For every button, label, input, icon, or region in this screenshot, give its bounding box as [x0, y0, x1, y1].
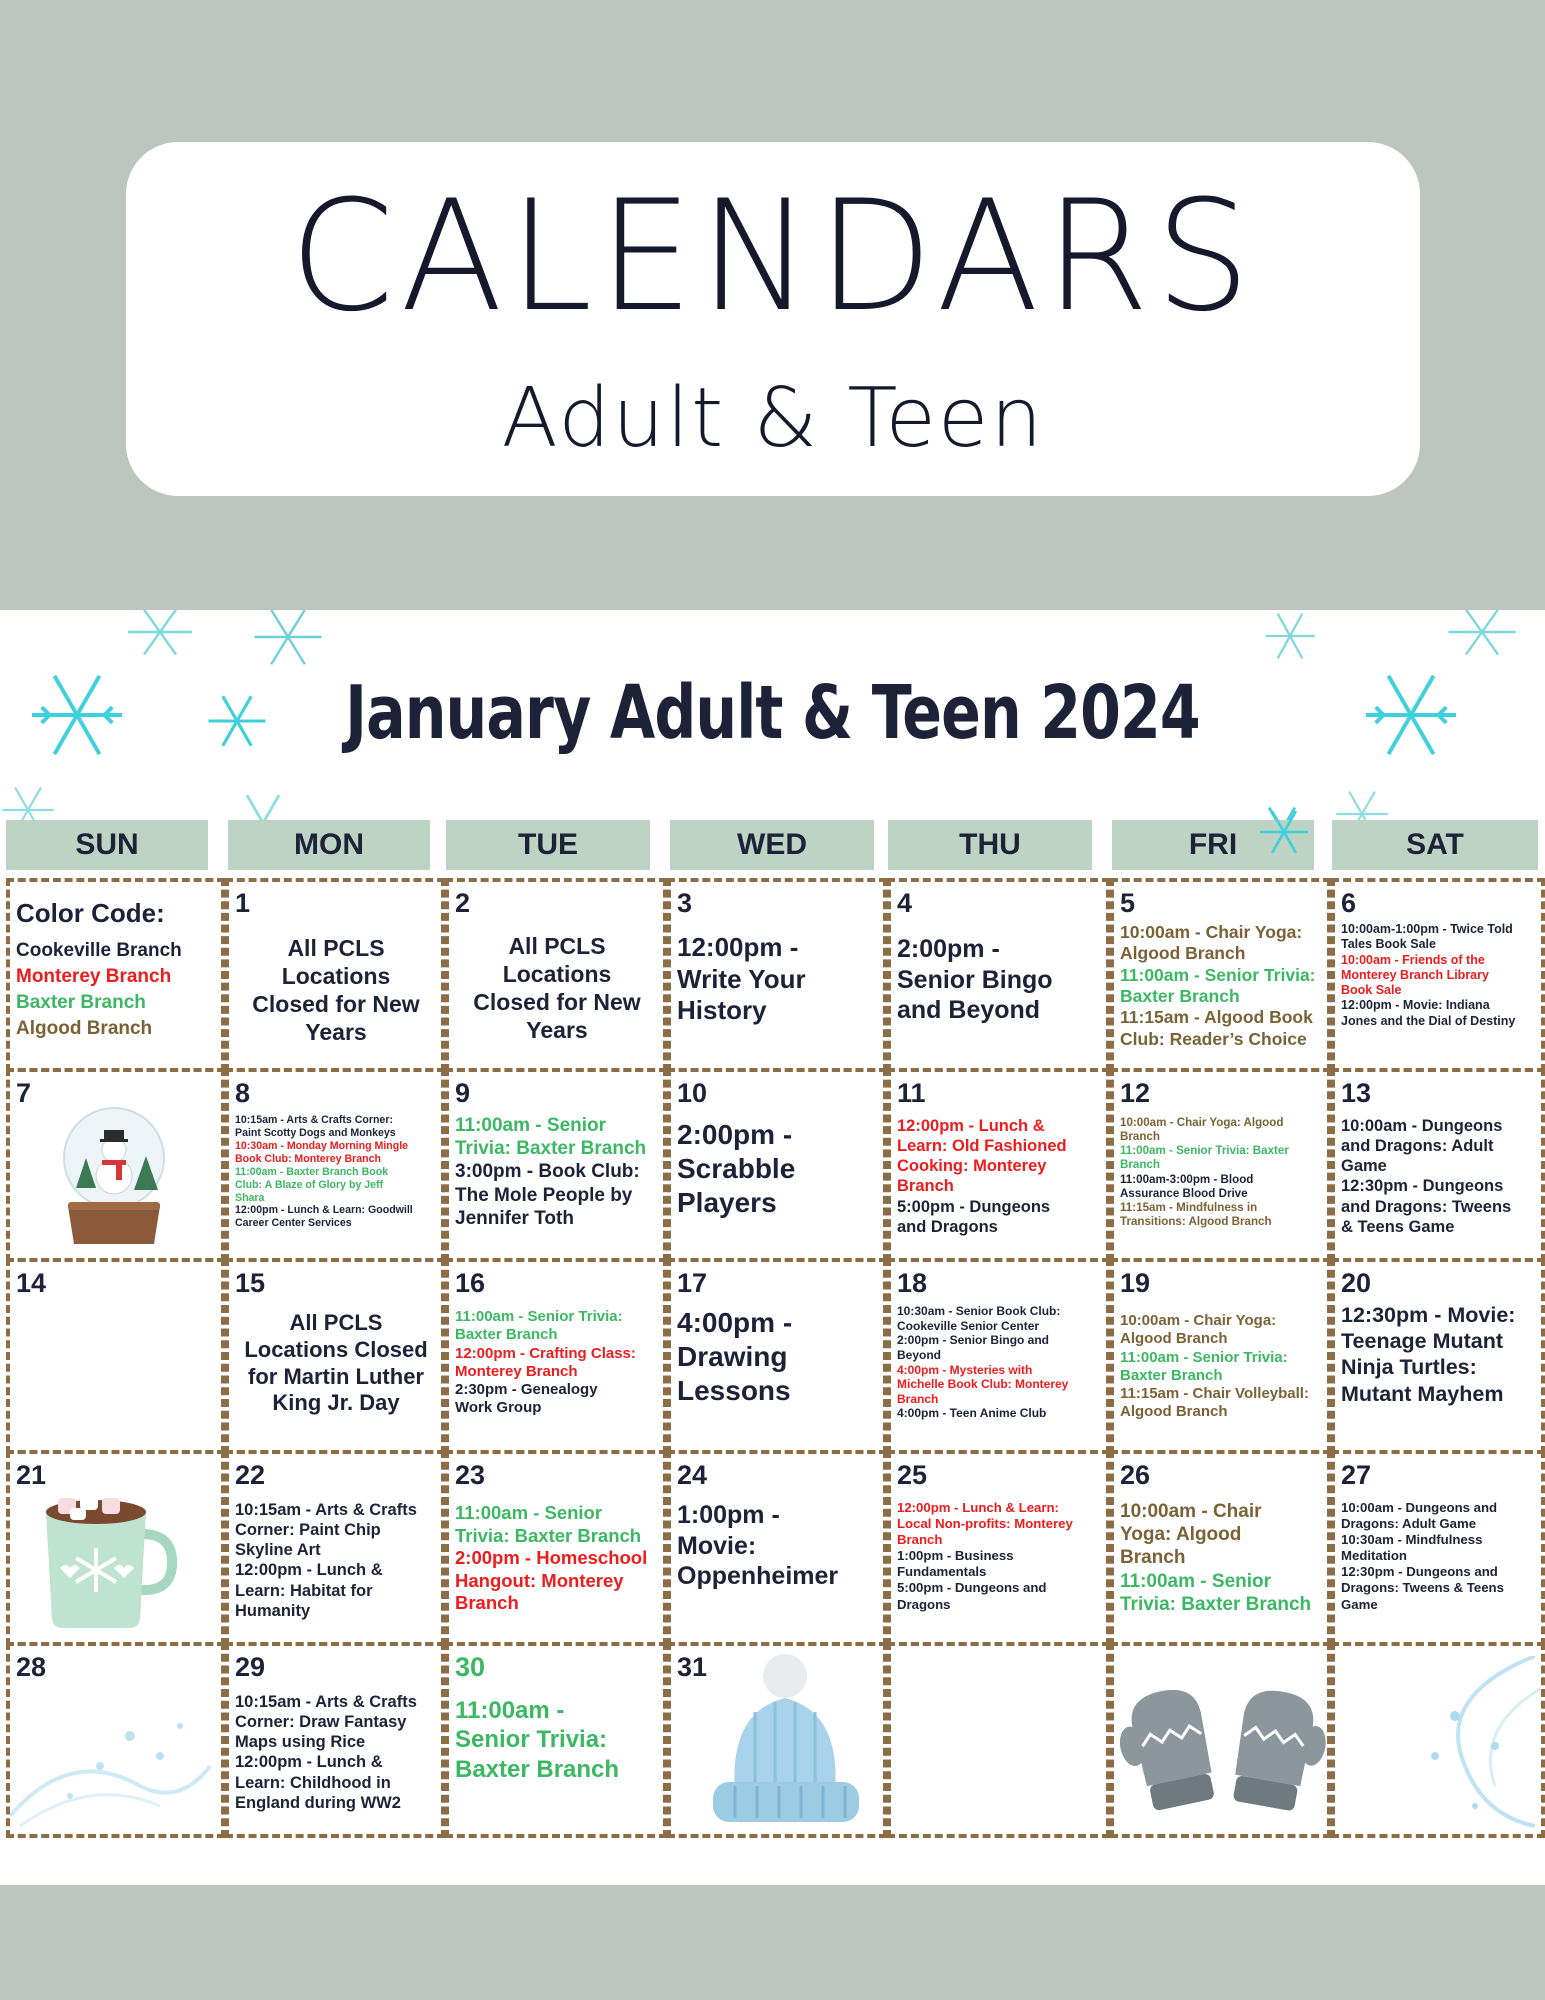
event-line: 11:15am - Algood Book	[1120, 1007, 1313, 1028]
event-list	[235, 1310, 437, 1417]
snowflake-icon	[118, 610, 202, 656]
page-title: CALENDARS	[289, 168, 1257, 346]
event-line: Game	[1341, 1157, 1387, 1176]
event-line: 12:00pm - Lunch & Learn: Goodwill	[235, 1204, 413, 1217]
event-list	[1120, 1312, 1323, 1422]
event-line: Trivia: Baxter Branch	[1120, 1593, 1312, 1615]
event-line: Trivia: Baxter Branch	[455, 1138, 647, 1160]
event-line: 11:00am - Baxter Branch Book	[235, 1165, 389, 1178]
event-list	[1341, 1302, 1537, 1407]
event-line: Hangout: Monterey	[455, 1569, 624, 1591]
day-number: 25	[897, 1460, 928, 1490]
day-number: 26	[1120, 1460, 1151, 1490]
event-list	[1120, 1500, 1323, 1616]
event-list	[455, 932, 659, 1044]
snowflake-icon	[1262, 610, 1318, 662]
event-line: Branch	[1120, 1130, 1160, 1144]
event-line: Dragons	[897, 1596, 951, 1612]
day-cell-1	[225, 878, 445, 1072]
day-cell-10	[667, 1068, 887, 1262]
event-line: 12:00pm - Lunch & Learn:	[897, 1500, 1059, 1515]
event-line: Teenage Mutant	[1341, 1329, 1504, 1354]
day-number: 16	[455, 1268, 486, 1298]
day-cell-17	[667, 1258, 887, 1454]
snow-globe-icon	[54, 1098, 174, 1253]
event-line: 10:30am - Monday Morning Mingle	[235, 1139, 409, 1152]
event-line: All PCLS	[289, 1310, 383, 1335]
day-cell-2	[445, 878, 667, 1072]
event-line: 10:15am - Arts & Crafts	[235, 1501, 417, 1519]
legend-heading: Color Code:	[16, 898, 165, 928]
event-list	[1341, 1500, 1537, 1613]
event-line: Meditation	[1341, 1548, 1407, 1564]
event-line: 12:00pm - Movie: Indiana	[1341, 998, 1490, 1013]
event-line: Jennifer Toth	[455, 1207, 574, 1229]
event-list	[455, 1696, 659, 1784]
event-line: Mutant Mayhem	[1341, 1381, 1504, 1406]
event-line: Beyond	[897, 1347, 942, 1362]
day-cell-25	[887, 1450, 1110, 1646]
event-line: Transitions: Algood Branch	[1120, 1214, 1272, 1228]
event-list	[455, 1114, 659, 1230]
day-number: 24	[677, 1460, 708, 1490]
event-line: Locations	[502, 961, 612, 988]
event-list	[235, 1692, 437, 1813]
event-line: Club: A Blaze of Glory by Jeff	[235, 1178, 384, 1191]
day-cell-5	[1110, 878, 1331, 1072]
event-line: Algood Branch	[1120, 943, 1246, 964]
event-line: Michelle Book Club: Monterey	[897, 1377, 1069, 1392]
event-line: and Beyond	[897, 996, 1041, 1024]
event-line: 10:30am - Mindfulness	[1341, 1532, 1483, 1548]
day-number: 19	[1120, 1268, 1151, 1298]
event-line: Corner: Paint Chip	[235, 1521, 381, 1540]
event-list	[897, 1500, 1102, 1613]
hot-cocoa-icon	[34, 1482, 184, 1637]
event-line: Baxter Branch	[455, 1326, 558, 1344]
day-number: 27	[1341, 1460, 1372, 1490]
event-line: Fundamentals	[897, 1564, 987, 1580]
event-line: Lessons	[677, 1375, 791, 1407]
event-list	[455, 1308, 659, 1418]
event-line: 2:00pm -	[677, 1119, 793, 1150]
day-number: 13	[1341, 1078, 1372, 1108]
event-line: 4:00pm - Mysteries with	[897, 1362, 1033, 1377]
day-cell-31	[667, 1642, 887, 1838]
event-line: Branch	[897, 1177, 954, 1196]
legend-monterey: Monterey Branch	[16, 966, 172, 987]
event-line: 11:00am - Senior	[1120, 1570, 1272, 1592]
event-line: Work Group	[455, 1399, 542, 1417]
event-line: Baxter Branch	[1120, 1366, 1223, 1384]
calendar-grid	[6, 878, 1545, 1842]
event-line: Branch	[455, 1592, 519, 1614]
day-cell-16	[445, 1258, 667, 1454]
event-line: 10:00am-1:00pm - Twice Told	[1341, 922, 1513, 936]
day-cell-empty	[1331, 1642, 1545, 1838]
event-line: 12:30pm - Dungeons	[1341, 1177, 1504, 1196]
event-line: Baxter Branch	[455, 1755, 620, 1783]
snowflake-icon	[1440, 610, 1524, 656]
event-line: and Dragons	[897, 1217, 998, 1236]
event-line: Senior Trivia:	[455, 1726, 608, 1754]
event-line: 11:00am - Senior Trivia:	[1120, 1348, 1288, 1366]
event-line: 4:00pm - Teen Anime Club	[897, 1406, 1047, 1421]
day-cell-6	[1331, 878, 1545, 1072]
day-cell-21	[6, 1450, 225, 1646]
event-line: Corner: Draw Fantasy	[235, 1713, 407, 1732]
legend-baxter: Baxter Branch	[16, 992, 146, 1013]
snowflake-icon	[248, 610, 328, 666]
snow-swirl-icon	[1395, 1656, 1545, 1838]
day-cell-22	[225, 1450, 445, 1646]
day-number: 8	[235, 1078, 251, 1108]
event-line: 10:00am - Dungeons and	[1341, 1500, 1498, 1515]
event-line: Cookeville Senior Center	[897, 1318, 1040, 1333]
day-number: 11	[897, 1078, 926, 1108]
event-line: Algood Branch	[1120, 1330, 1228, 1348]
event-line: History	[677, 995, 767, 1026]
event-line: 11:00am - Senior Trivia: Baxter	[1120, 1144, 1289, 1158]
day-cell-3	[667, 878, 887, 1072]
event-line: Algood Branch	[1120, 1403, 1228, 1421]
weekday-mon: MON	[228, 820, 430, 870]
event-list	[897, 934, 1102, 1026]
event-line: Learn: Childhood in	[235, 1773, 391, 1792]
event-line: Monterey Branch Library	[1341, 967, 1489, 982]
day-number: 6	[1341, 888, 1357, 918]
day-cell-18	[887, 1258, 1110, 1454]
snowflake-icon	[1258, 806, 1310, 858]
event-line: All PCLS	[287, 935, 385, 961]
weekday-thu: THU	[888, 820, 1092, 870]
event-line: Shara	[235, 1191, 265, 1204]
event-line: Closed for New	[252, 991, 420, 1018]
event-line: 5:00pm - Dungeons and	[897, 1580, 1047, 1596]
event-line: 2:00pm - Homeschool	[455, 1547, 648, 1569]
event-line: All PCLS	[508, 933, 606, 959]
weekday-tue: TUE	[446, 820, 650, 870]
event-line: 11:00am - Senior Trivia:	[455, 1308, 623, 1325]
event-list	[1341, 922, 1537, 1029]
event-line: 1:00pm -	[677, 1501, 780, 1529]
day-cell-empty	[1110, 1642, 1331, 1838]
day-cell-14	[6, 1258, 225, 1454]
event-line: 12:00pm - Lunch &	[235, 1561, 383, 1580]
day-cell-28	[6, 1642, 225, 1838]
legend-cookeville: Cookeville Branch	[16, 940, 182, 961]
event-line: Oppenheimer	[677, 1562, 839, 1590]
event-line: 11:00am - Senior	[455, 1502, 603, 1523]
event-line: 10:30am - Senior Book Club:	[897, 1304, 1061, 1318]
day-number: 10	[677, 1078, 708, 1108]
day-cell-24	[667, 1450, 887, 1646]
event-line: Club: Reader’s Choice	[1120, 1028, 1307, 1049]
cell-legend	[6, 878, 225, 1072]
event-list	[677, 1500, 879, 1592]
day-cell-30	[445, 1642, 667, 1838]
event-list	[677, 932, 879, 1027]
event-list	[1341, 1116, 1537, 1237]
event-line: Drawing	[677, 1341, 788, 1373]
event-line: 10:00am - Chair Yoga: Algood	[1120, 1116, 1284, 1129]
snow-swirl-icon	[10, 1706, 220, 1838]
event-line: Book Sale	[1341, 983, 1402, 997]
day-number: 4	[897, 888, 913, 918]
day-cell-empty	[887, 1642, 1110, 1838]
day-number: 28	[16, 1652, 47, 1682]
event-line: Branch	[897, 1391, 939, 1406]
event-line: 11:15am - Chair Volleyball:	[1120, 1385, 1309, 1403]
event-line: Dragons: Tweens & Teens	[1341, 1580, 1504, 1596]
event-line: 11:00am - Senior Trivia:	[1120, 964, 1316, 985]
event-line: 5:00pm - Dungeons	[897, 1197, 1051, 1216]
event-line: Locations	[281, 963, 391, 990]
event-line: England during WW2	[235, 1793, 401, 1812]
event-line: 10:00am - Chair Yoga:	[1120, 922, 1303, 942]
event-line: Learn: Habitat for	[235, 1581, 373, 1600]
event-line: Tales Book Sale	[1341, 937, 1436, 952]
day-cell-19	[1110, 1258, 1331, 1454]
event-line: Senior Bingo	[897, 965, 1053, 994]
event-line: Yoga: Algood	[1120, 1524, 1242, 1546]
event-list	[235, 1500, 437, 1621]
event-line: Career Center Services	[235, 1217, 352, 1230]
day-number: 29	[235, 1652, 266, 1682]
day-cell-11	[887, 1068, 1110, 1262]
page-subtitle: Adult & Teen	[501, 371, 1045, 466]
event-line: 12:30pm - Dungeons and	[1341, 1564, 1498, 1580]
event-line: Years	[305, 1019, 367, 1046]
event-list	[897, 1304, 1102, 1421]
event-list	[235, 934, 437, 1046]
event-line: Players	[677, 1187, 777, 1219]
day-number: 12	[1120, 1078, 1151, 1108]
day-number: 17	[677, 1268, 708, 1298]
event-line: Years	[526, 1017, 588, 1044]
day-number: 30	[455, 1652, 486, 1682]
event-line: Assurance Blood Drive	[1120, 1186, 1248, 1200]
event-line: 10:00am - Chair	[1120, 1501, 1262, 1522]
day-cell-15	[225, 1258, 445, 1454]
event-line: 12:00pm - Lunch &	[897, 1117, 1045, 1135]
event-line: Movie:	[677, 1531, 757, 1560]
day-cell-26	[1110, 1450, 1331, 1646]
day-cell-23	[445, 1450, 667, 1646]
event-line: Closed for New	[473, 989, 641, 1016]
event-line: for Martin Luther	[248, 1363, 424, 1389]
event-list	[677, 1306, 879, 1408]
event-line: 12:30pm - Movie:	[1341, 1303, 1516, 1327]
day-cell-9	[445, 1068, 667, 1262]
day-number: 18	[897, 1268, 928, 1298]
event-line: Learn: Old Fashioned	[897, 1137, 1067, 1156]
legend-algood: Algood Branch	[16, 1018, 153, 1039]
day-number: 31	[677, 1652, 708, 1682]
calendar-sheet	[0, 610, 1545, 1885]
event-line: 3:00pm - Book Club:	[455, 1161, 640, 1183]
event-line: Book Club: Monterey Branch	[235, 1152, 381, 1165]
event-list	[897, 1116, 1102, 1237]
day-number: 2	[455, 888, 471, 918]
event-list	[235, 1114, 437, 1230]
day-number: 5	[1120, 888, 1136, 918]
event-line: Paint Scotty Dogs and Monkeys	[235, 1126, 396, 1139]
event-line: 12:00pm - Lunch &	[235, 1753, 383, 1772]
day-cell-13	[1331, 1068, 1545, 1262]
weekday-wed: WED	[670, 820, 874, 870]
event-line: Trivia: Baxter Branch	[455, 1524, 642, 1546]
event-line: King Jr. Day	[272, 1390, 400, 1416]
day-cell-27	[1331, 1450, 1545, 1646]
day-cell-7	[6, 1068, 225, 1262]
event-line: 10:00am - Chair Yoga:	[1120, 1312, 1277, 1329]
event-line: Monterey Branch	[455, 1362, 578, 1380]
event-line: 4:00pm -	[677, 1307, 793, 1338]
event-list	[1120, 922, 1323, 1050]
event-list	[677, 1118, 879, 1220]
event-line: 10:00am - Dungeons	[1341, 1117, 1503, 1135]
event-line: 12:00pm - Crafting Class:	[455, 1344, 636, 1362]
mittens-icon	[1118, 1680, 1328, 1835]
event-line: 12:00pm -	[677, 932, 799, 962]
event-line: 10:15am - Arts & Crafts	[235, 1693, 417, 1711]
event-line: The Mole People by	[455, 1184, 633, 1206]
event-list	[455, 1502, 659, 1615]
event-line: 2:30pm - Genealogy	[455, 1381, 598, 1399]
title-card	[126, 142, 1420, 496]
day-number: 22	[235, 1460, 266, 1490]
event-line: 2:00pm -	[897, 935, 1000, 963]
event-line: 2:00pm - Senior Bingo and	[897, 1333, 1050, 1348]
day-cell-29	[225, 1642, 445, 1838]
day-cell-4	[887, 878, 1110, 1072]
event-line: and Dragons: Tweens	[1341, 1197, 1512, 1216]
day-cell-12	[1110, 1068, 1331, 1262]
weekday-sun: SUN	[6, 820, 208, 870]
event-line: Branch	[1120, 1547, 1186, 1569]
event-line: 11:00am -	[455, 1697, 565, 1724]
event-line: Write Your	[677, 963, 806, 994]
event-line: Maps using Rice	[235, 1733, 366, 1752]
event-line: Skyline Art	[235, 1541, 321, 1560]
event-line: Baxter Branch	[1120, 986, 1240, 1007]
event-line: Branch	[897, 1532, 943, 1548]
event-line: Scrabble	[677, 1153, 796, 1185]
event-line: Humanity	[235, 1601, 311, 1620]
event-line: 1:00pm - Business	[897, 1548, 1014, 1564]
day-number: 9	[455, 1078, 471, 1108]
weekday-fri: FRI	[1112, 820, 1314, 870]
event-line: Cooking: Monterey	[897, 1157, 1047, 1176]
day-number: 15	[235, 1268, 266, 1298]
weekday-sat: SAT	[1332, 820, 1538, 870]
event-line: Dragons: Adult Game	[1341, 1516, 1477, 1532]
event-line: & Teens Game	[1341, 1217, 1455, 1236]
day-number: 21	[16, 1460, 47, 1490]
event-line: 11:15am - Mindfulness in	[1120, 1200, 1258, 1214]
event-list	[1120, 1116, 1323, 1229]
day-cell-20	[1331, 1258, 1545, 1454]
day-number: 23	[455, 1460, 486, 1490]
event-line: 10:15am - Arts & Crafts Corner:	[235, 1114, 393, 1126]
day-number: 3	[677, 888, 693, 918]
event-line: Locations Closed	[244, 1336, 428, 1362]
day-number: 20	[1341, 1268, 1372, 1298]
event-line: 11:00am-3:00pm - Blood	[1120, 1172, 1254, 1186]
event-line: 10:00am - Friends of the	[1341, 952, 1485, 967]
event-line: Local Non-profits: Monterey	[897, 1516, 1073, 1532]
event-line: 11:00am - Senior	[455, 1115, 607, 1136]
event-line: Jones and the Dial of Destiny	[1341, 1013, 1516, 1028]
calendar-title: January Adult & Teen 2024	[345, 670, 1200, 756]
day-number: 7	[16, 1078, 32, 1108]
day-number: 14	[16, 1268, 47, 1298]
event-line: and Dragons: Adult	[1341, 1137, 1494, 1156]
event-line: Ninja Turtles:	[1341, 1355, 1477, 1380]
event-line: Branch	[1120, 1158, 1160, 1172]
event-line: Game	[1341, 1596, 1378, 1612]
day-cell-8	[225, 1068, 445, 1262]
day-number: 1	[235, 888, 251, 918]
winter-hat-icon	[695, 1652, 859, 1837]
